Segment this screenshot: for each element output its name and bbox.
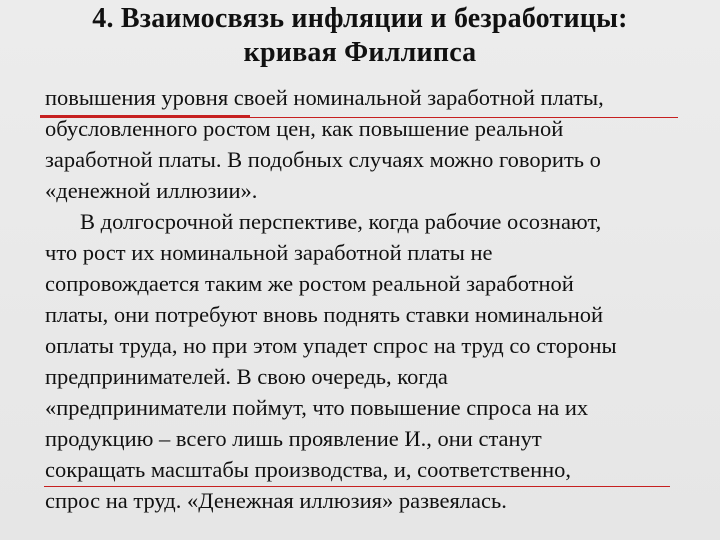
body-line: предпринимателей. В свою очередь, когда <box>45 364 448 389</box>
slide-title <box>0 2 720 70</box>
body-line: сопровождается таким же ростом реальной заработной <box>45 271 574 296</box>
body-line: повышения уровня своей номинальной заработной платы, <box>45 85 604 110</box>
body-line: обусловленного ростом цен, как повышение реальной <box>45 116 564 141</box>
body-line: «предприниматели поймут, что повышение спроса на их <box>45 395 589 420</box>
slide-title-line-2: кривая Филлипса <box>243 37 477 68</box>
slide-title-line-1: 4. Взаимосвязь инфляции и безработицы: <box>92 3 628 34</box>
body-line: продукцию – всего лишь проявление И., они станут <box>45 426 542 451</box>
body-line: спрос на труд. «Денежная иллюзия» развеялась. <box>45 488 507 513</box>
body-line: платы, они потребуют вновь поднять ставки номинальной <box>45 302 604 327</box>
body-line: оплаты труда, но при этом упадет спрос на труд со стороны <box>45 333 617 358</box>
paragraph-start-line: В долгосрочной перспективе, когда рабочие осознают, <box>80 209 602 234</box>
slide-body-text <box>45 82 715 516</box>
body-line: что рост их номинальной заработной платы не <box>45 240 493 265</box>
body-line: «денежной иллюзии». <box>45 178 258 203</box>
body-line: сокращать масштабы производства, и, соответственно, <box>45 457 572 482</box>
body-line: заработной платы. В подобных случаях можно говорить о <box>45 147 601 172</box>
